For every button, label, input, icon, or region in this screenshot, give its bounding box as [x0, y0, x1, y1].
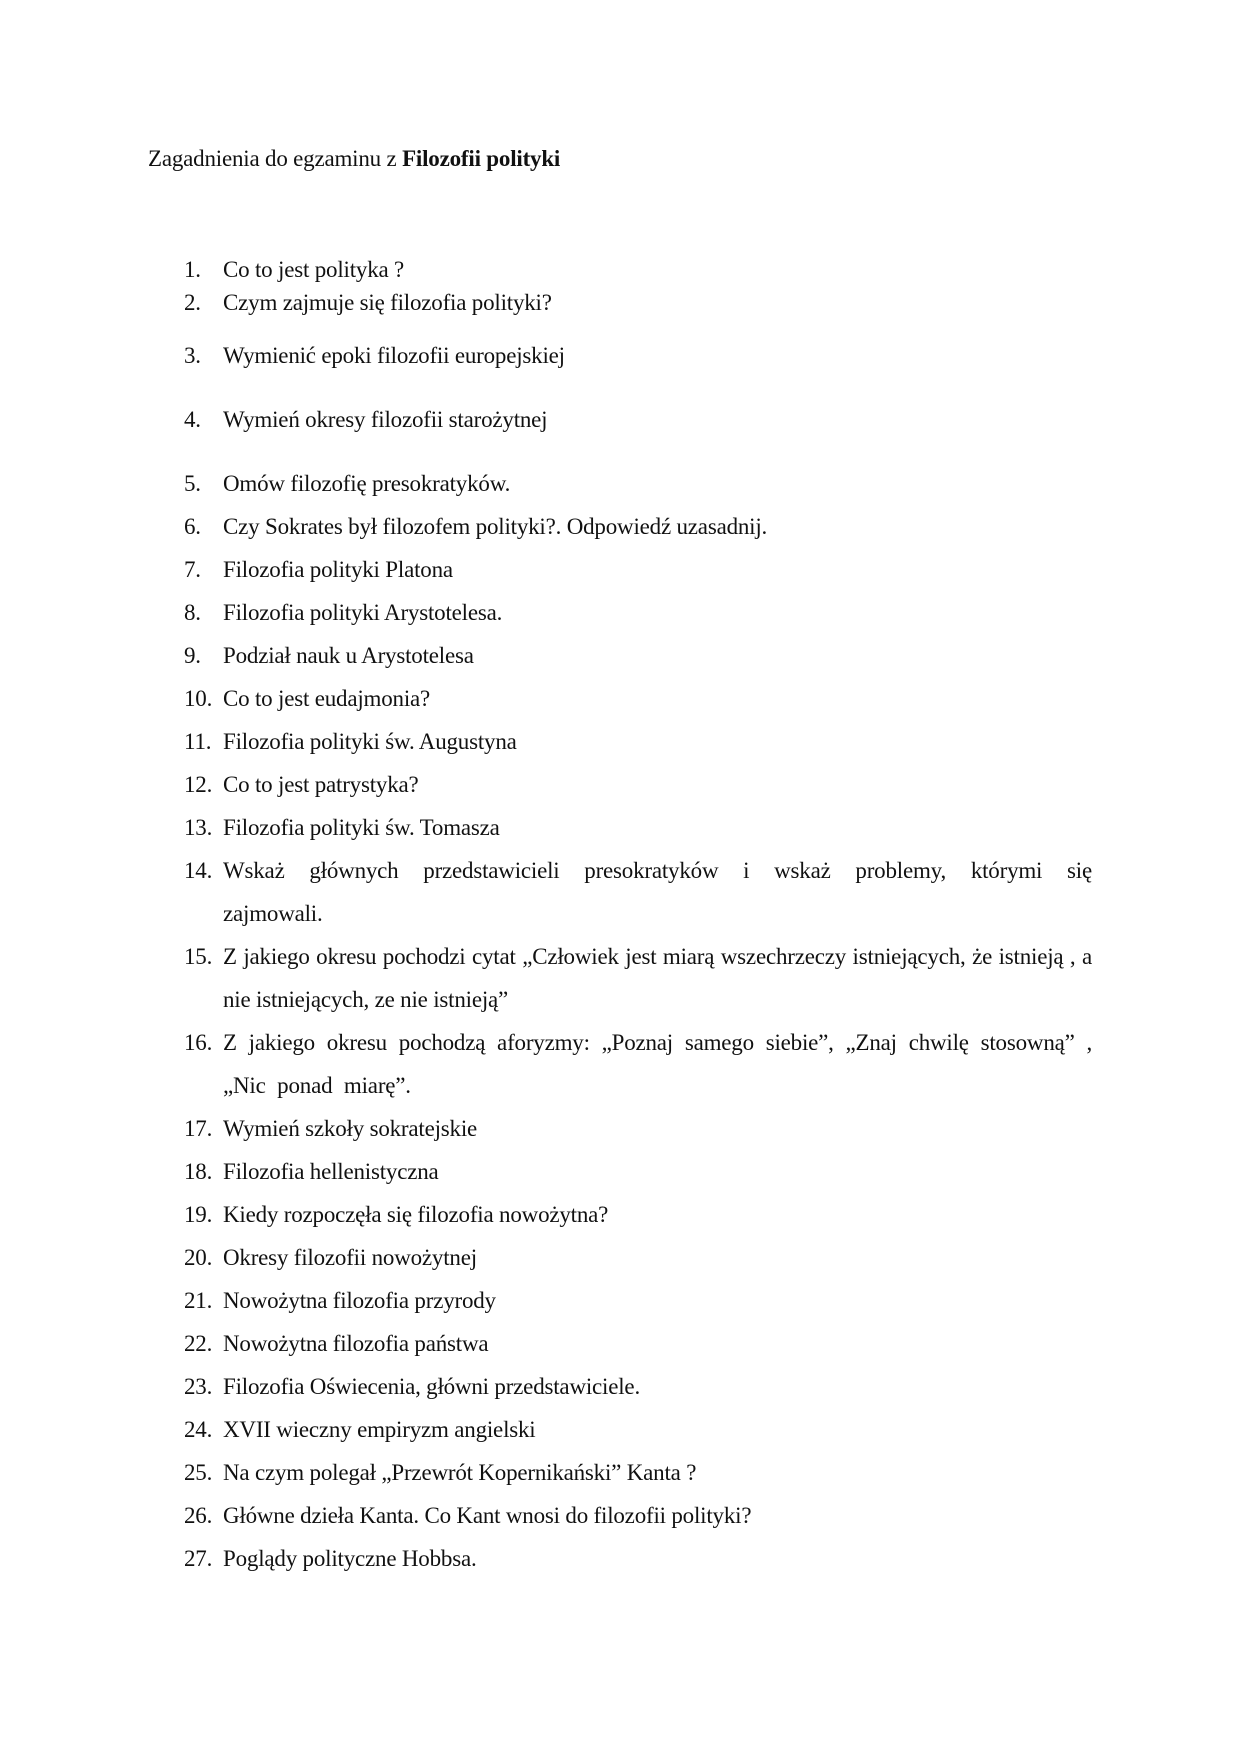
item-text: Nowożytna filozofia państwa — [223, 1331, 489, 1356]
item-number: 17. — [184, 1116, 213, 1141]
item-number: 26. — [184, 1503, 213, 1528]
list-item — [184, 1107, 1092, 1150]
item-text: Podział nauk u Arystotelesa — [223, 643, 474, 668]
item-text: Główne dzieła Kanta. Co Kant wnosi do filozofii polityki? — [223, 1503, 752, 1528]
list-item — [184, 1021, 1092, 1107]
item-text: Co to jest polityka ? — [223, 257, 405, 282]
list-item — [184, 1322, 1092, 1365]
list-item — [184, 1193, 1092, 1236]
item-number: 1. — [184, 257, 201, 282]
item-text: XVII wieczny empiryzm angielski — [223, 1417, 536, 1442]
title-prefix: Zagadnienia do egzaminu z — [148, 146, 403, 171]
list-item — [184, 1537, 1092, 1580]
item-text: Omów filozofię presokratyków. — [223, 471, 511, 496]
list-item — [184, 591, 1092, 634]
list-item — [184, 806, 1092, 849]
item-number: 6. — [184, 514, 201, 539]
item-number: 11. — [184, 729, 212, 754]
item-number: 22. — [184, 1331, 213, 1356]
list-item — [184, 1451, 1092, 1494]
item-text: Filozofia polityki Arystotelesa. — [223, 600, 503, 625]
item-text: Filozofia polityki św. Tomasza — [223, 815, 500, 840]
item-number: 2. — [184, 290, 201, 315]
list-item — [184, 398, 1092, 441]
item-text: Z jakiego okresu pochodzi cytat „Człowiek jest miarą wszechrzeczy istniejących, że istnieją , a nie istniejących, ze nie istnieją” — [223, 944, 1092, 1012]
document-title — [148, 146, 560, 172]
item-number: 10. — [184, 686, 213, 711]
list-item — [184, 505, 1092, 548]
item-text: Okresy filozofii nowożytnej — [223, 1245, 477, 1270]
item-number: 18. — [184, 1159, 213, 1184]
item-number: 5. — [184, 471, 201, 496]
list-item — [184, 849, 1092, 935]
item-text: Filozofia polityki św. Augustyna — [223, 729, 517, 754]
list-item — [184, 677, 1092, 720]
item-text: Wymień okresy filozofii starożytnej — [223, 407, 548, 432]
list-item — [184, 1279, 1092, 1322]
item-number: 16. — [184, 1030, 213, 1055]
item-text: Kiedy rozpoczęła się filozofia nowożytna? — [223, 1202, 609, 1227]
item-number: 27. — [184, 1546, 213, 1571]
item-number: 20. — [184, 1245, 213, 1270]
item-text: Z jakiego okresu pochodzą aforyzmy: „Poznaj samego siebie”, „Znaj chwilę stosowną” , „Nic ponad miarę”. — [223, 1030, 1092, 1098]
item-number: 3. — [184, 343, 201, 368]
item-text: Co to jest patrystyka? — [223, 772, 419, 797]
list-item — [184, 935, 1092, 1021]
item-text: Wymień szkoły sokratejskie — [223, 1116, 478, 1141]
item-number: 12. — [184, 772, 213, 797]
list-item — [184, 634, 1092, 677]
title-subject: Filozofii polityki — [402, 146, 561, 171]
list-item — [184, 281, 1092, 324]
item-number: 15. — [184, 944, 213, 969]
item-number: 23. — [184, 1374, 213, 1399]
item-number: 7. — [184, 557, 201, 582]
item-text: Co to jest eudajmonia? — [223, 686, 431, 711]
item-text: Wymienić epoki filozofii europejskiej — [223, 343, 565, 368]
item-text: Filozofia polityki Platona — [223, 557, 453, 582]
item-text: Czym zajmuje się filozofia polityki? — [223, 290, 552, 315]
list-item — [184, 1236, 1092, 1279]
item-number: 21. — [184, 1288, 213, 1313]
item-number: 8. — [184, 600, 201, 625]
item-number: 13. — [184, 815, 213, 840]
item-text: Filozofia Oświecenia, główni przedstawiciele. — [223, 1374, 640, 1399]
list-item — [184, 548, 1092, 591]
item-number: 25. — [184, 1460, 213, 1485]
item-number: 14. — [184, 858, 213, 883]
list-item — [184, 462, 1092, 505]
item-number: 9. — [184, 643, 201, 668]
list-item — [184, 763, 1092, 806]
item-number: 24. — [184, 1417, 213, 1442]
list-item — [184, 1365, 1092, 1408]
list-item — [184, 720, 1092, 763]
item-number: 4. — [184, 407, 201, 432]
item-text: Na czym polegał „Przewrót Kopernikański” Kanta ? — [223, 1460, 697, 1485]
list-item — [184, 1408, 1092, 1451]
list-item — [184, 1150, 1092, 1193]
item-text: Czy Sokrates był filozofem polityki?. Odpowiedź uzasadnij. — [223, 514, 768, 539]
item-text: Filozofia hellenistyczna — [223, 1159, 439, 1184]
list-item — [184, 1494, 1092, 1537]
list-item — [184, 334, 1092, 377]
item-text: Poglądy polityczne Hobbsa. — [223, 1546, 477, 1571]
item-number: 19. — [184, 1202, 213, 1227]
item-text: Nowożytna filozofia przyrody — [223, 1288, 496, 1313]
item-text: Wskaż głównych przedstawicieli presokratyków i wskaż problemy, którymi się zajmowali. — [223, 858, 1092, 926]
